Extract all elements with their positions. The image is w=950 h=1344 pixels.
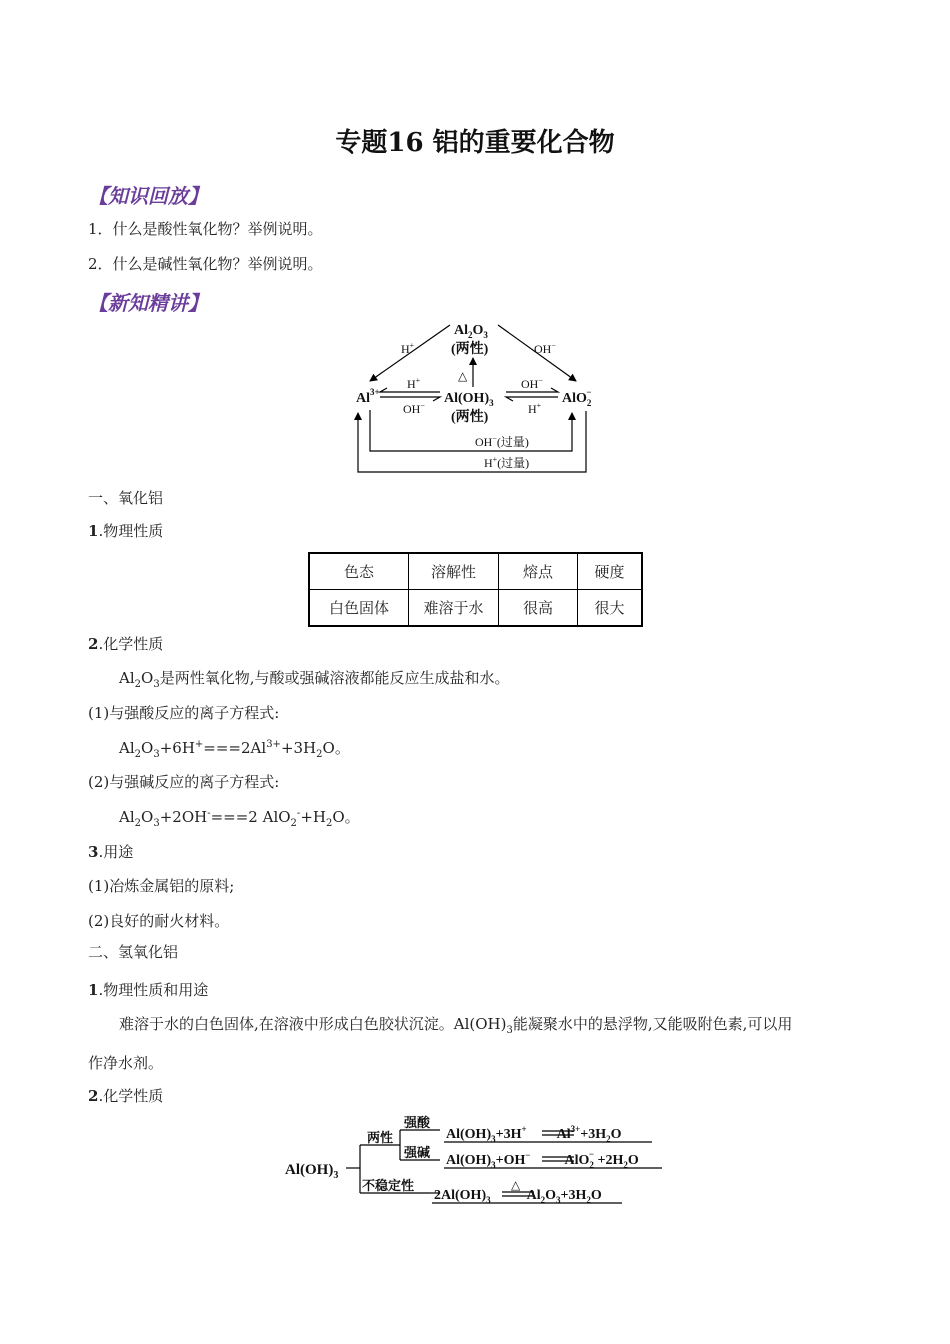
- equation-decomposition: $2Al(OH)_3$ $Al_2O_3+3H_2O$: [434, 1188, 602, 1205]
- hydroxide-description-line1: 难溶于水的白色固体,在溶液中形成白色胶状沉淀。$Al(OH)_3$能凝聚水中的悬浮物,又能吸附色素,可以用: [119, 1015, 793, 1036]
- label-amphoteric-1: (两性): [451, 342, 489, 357]
- table-cell: 很高: [499, 590, 578, 627]
- alumina-use-1: (1)冶炼金属铝的原料;: [88, 877, 235, 895]
- table-cell: 难溶于水: [409, 590, 499, 627]
- table-header-cell: 硬度: [578, 553, 643, 590]
- label-amphoteric: 两性: [367, 1130, 394, 1145]
- heading-hydroxide: 二、氢氧化铝: [88, 943, 179, 961]
- label-h-plus-upper: H+: [401, 341, 415, 356]
- table-row: [309, 590, 642, 627]
- delta-symbol: △: [458, 369, 468, 383]
- equation-acid: $Al(OH)_3+3H^+$ $Al^{3+}+3H_2O$: [446, 1124, 622, 1144]
- alumina-properties-table: [308, 552, 643, 627]
- arrow-al2o3-to-al3: [370, 325, 450, 381]
- review-item-2: 2．什么是碱性氧化物？举例说明。: [88, 255, 323, 273]
- alumina-description: $Al_2O_3$是两性氧化物,与酸或强碱溶液都能反应生成盐和水。: [119, 669, 510, 690]
- table-cell: 很大: [578, 590, 643, 627]
- arrow-from-alo2: [506, 397, 558, 401]
- alumina-uses-heading: 3.用途: [88, 843, 134, 861]
- table-row: [309, 553, 642, 590]
- aluminum-transformation-diagram: [340, 315, 610, 480]
- alumina-base-label: (2)与强碱反应的离子方程式:: [88, 773, 280, 791]
- alumina-acid-equation: $Al_2O_3+6H^+===2Al^{3+}+3H_2O$。: [119, 739, 350, 760]
- alumina-base-equation: $Al_2O_3+2OH^-===2$ $AlO_2^-+H_2O$。: [119, 808, 360, 829]
- label-strong-base: 强碱: [404, 1145, 431, 1160]
- label-amphoteric-2: (两性): [451, 410, 489, 425]
- hydroxide-description-line2: 作净水剂。: [88, 1054, 164, 1072]
- label-oh-upper: OH−: [534, 341, 556, 356]
- arrow-al2o3-to-alo2: [498, 325, 576, 381]
- table-cell: 白色固体: [309, 590, 409, 627]
- alumina-acid-label: (1)与强酸反应的离子方程式:: [88, 704, 280, 722]
- aluminum-hydroxide-properties-diagram: [280, 1110, 680, 1210]
- arrow-from-al3: [380, 397, 440, 401]
- label-al2o3: $Al_2O_3$: [454, 323, 488, 340]
- label-h-excess: H+(过量): [484, 455, 530, 470]
- section-heading-review: 【知识回放】: [88, 184, 208, 208]
- delta-heat-symbol: △: [511, 1178, 521, 1192]
- label-h-plus-left: H+: [407, 376, 421, 391]
- label-oh-left: OH−: [403, 401, 425, 416]
- heading-alumina: 一、氧化铝: [88, 489, 164, 507]
- equation-base: $Al(OH)_3+OH^-$ $AlO_2- +2H_2O$: [446, 1149, 639, 1170]
- label-alo2: AlO$_2$−: [562, 387, 592, 408]
- review-item-1: 1．什么是酸性氧化物？举例说明。: [88, 220, 323, 238]
- label-aloh3: $Al(OH)_3$: [444, 391, 494, 408]
- hydroxide-physical-heading: 1.物理性质和用途: [88, 981, 209, 999]
- label-oh-right: OH−: [521, 376, 543, 391]
- page-title: 专题16 铝的重要化合物: [335, 128, 615, 158]
- alumina-physical-heading: 1.物理性质: [88, 522, 164, 540]
- label-strong-acid: 强酸: [404, 1115, 431, 1130]
- label-oh-excess: OH−(过量): [475, 434, 529, 449]
- alumina-use-2: (2)良好的耐火材料。: [88, 912, 230, 930]
- label-unstable: 不稳定性: [362, 1178, 415, 1193]
- table-header-cell: 溶解性: [409, 553, 499, 590]
- hydroxide-chemical-heading: 2.化学性质: [88, 1087, 164, 1105]
- table-header-cell: 熔点: [499, 553, 578, 590]
- alumina-chemical-heading: 2.化学性质: [88, 635, 164, 653]
- label-h-plus-right: H+: [528, 401, 542, 416]
- label-root-aloh3: $Al(OH)_3$: [285, 1162, 339, 1181]
- label-al3: $Al^{3+}$: [356, 387, 380, 406]
- section-heading-new: 【新知精讲】: [88, 291, 208, 315]
- table-header-cell: 色态: [309, 553, 409, 590]
